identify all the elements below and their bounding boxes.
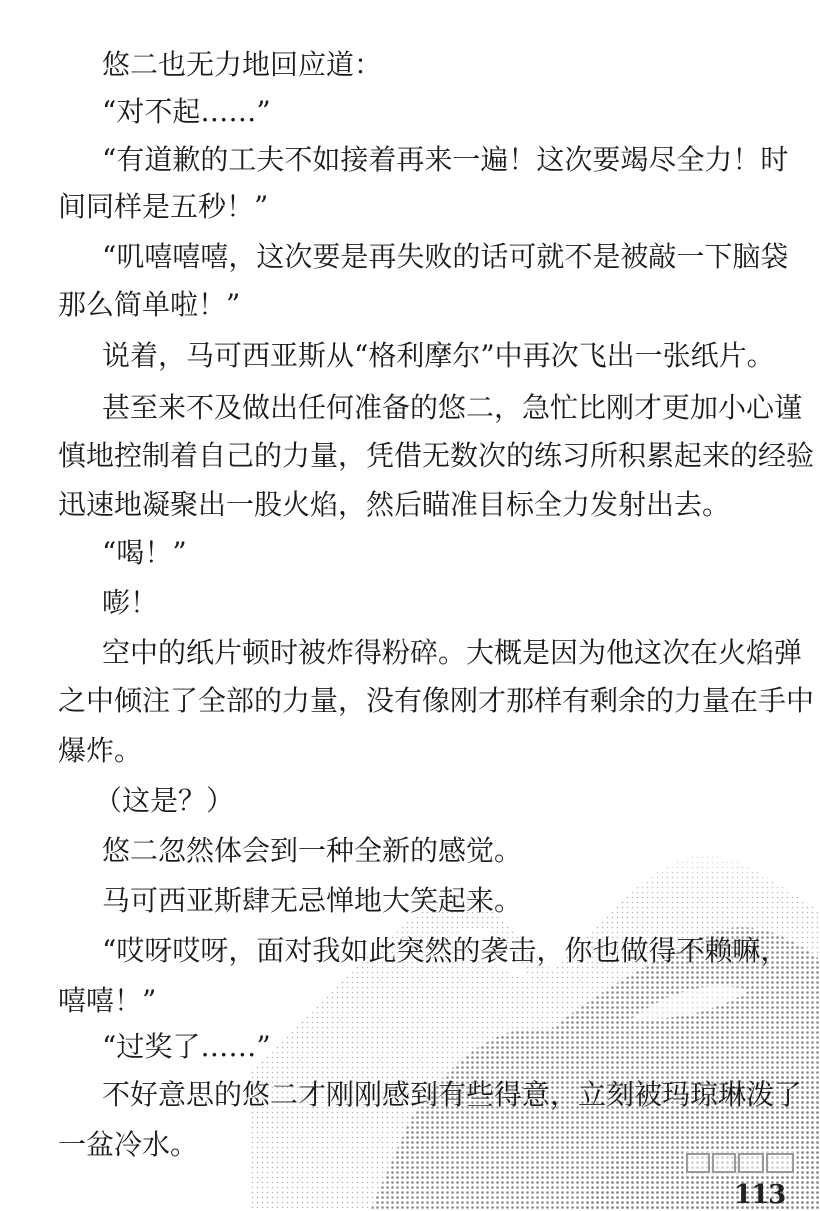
paragraph-line: “喝！”: [102, 536, 187, 569]
page-number: 113: [734, 1180, 786, 1210]
paragraph-line: 嘻嘻！”: [58, 984, 157, 1017]
paragraph-line: 那么简单啦！”: [58, 288, 241, 321]
paragraph-line: “有道歉的工夫不如接着再来一遍！这次要竭尽全力！时: [102, 143, 789, 176]
paragraph-line: 悠二也无力地回应道：: [102, 48, 383, 81]
paragraph-line: “哎呀哎呀，面对我如此突然的袭击，你也做得不赖嘛，: [102, 934, 789, 967]
paragraph-line: 一盆冷水。: [58, 1128, 199, 1161]
paragraph-line: 空中的纸片顿时被炸得粉碎。大概是因为他这次在火焰弹: [102, 636, 803, 669]
paragraph-line: 之中倾注了全部的力量，没有像刚才那样有剩余的力量在手中: [58, 684, 815, 717]
paragraph-line: 慎地控制着自己的力量，凭借无数次的练习所积累起来的经验: [58, 439, 815, 472]
publisher-watermark-logo: [683, 1150, 797, 1176]
paragraph-line: “过奖了……”: [102, 1030, 271, 1063]
paragraph-line: “叽嘻嘻嘻，这次要是再失败的话可就不是被敲一下脑袋: [102, 240, 789, 273]
paragraph-line: 说着，马可西亚斯从“格利摩尔”中再次飞出一张纸片。: [102, 339, 775, 372]
paragraph-line: 甚至来不及做出任何准备的悠二，急忙比刚才更加小心谨: [102, 391, 803, 424]
paragraph-line: 迅速地凝聚出一股火焰，然后瞄准目标全力发射出去。: [58, 488, 731, 521]
paragraph-line: （这是？）: [94, 784, 235, 817]
paragraph-line: 马可西亚斯肆无忌惮地大笑起来。: [102, 884, 523, 917]
paragraph-line: 间同样是五秒！”: [58, 190, 269, 223]
paragraph-line: “对不起……”: [102, 95, 271, 128]
paragraph-line: 嘭！: [102, 586, 159, 619]
paragraph-line: 悠二忽然体会到一种全新的感觉。: [102, 834, 523, 867]
paragraph-line: 不好意思的悠二才刚刚感到有些得意，立刻被玛琼琳泼了: [102, 1078, 803, 1111]
paragraph-line: 爆炸。: [58, 734, 143, 767]
